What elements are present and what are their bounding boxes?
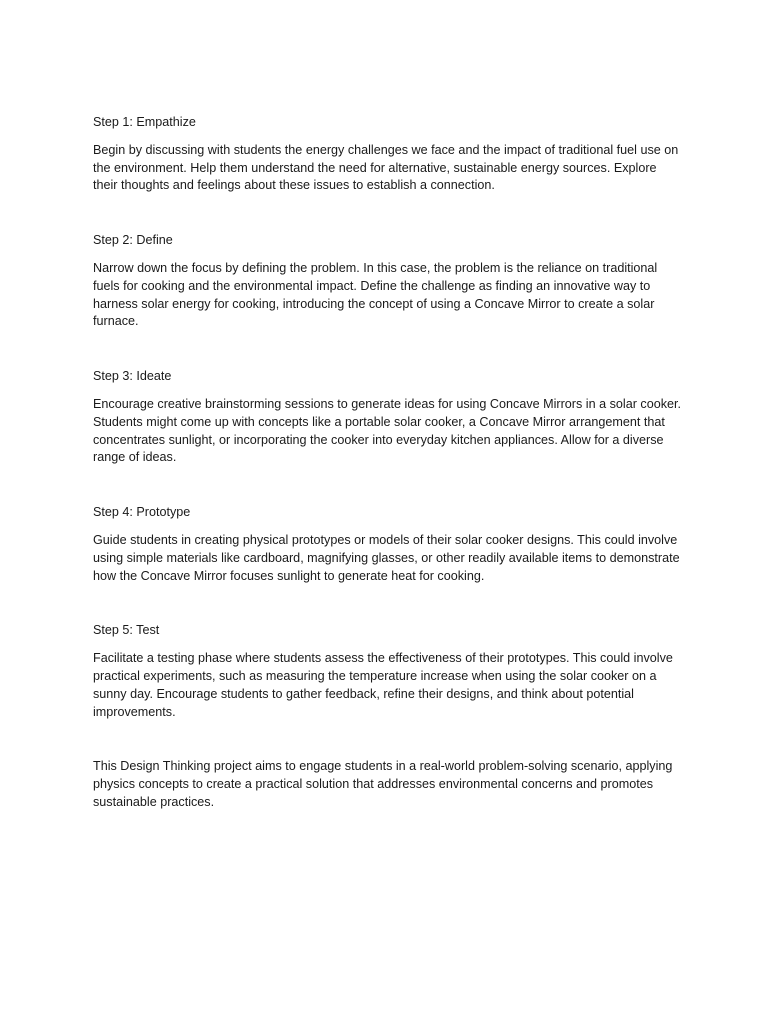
step-4-section [93,504,683,585]
step-2-heading: Step 2: Define [93,233,173,248]
step-1-body: Begin by discussing with students the energy challenges we face and the impact of traditional fuel use on the environment. Help them understand the need for alternative, sustainable energy sources. Explore their thoughts and feelings about these issues to establish a connection. [93,142,679,193]
step-1-section [93,114,683,195]
step-5-section [93,622,683,721]
document-page [93,114,683,812]
step-3-heading: Step 3: Ideate [93,369,172,384]
closing-paragraph: This Design Thinking project aims to engage students in a real-world problem-solving scenario, applying physics concepts to create a practical solution that addresses environmental concerns and promotes sustainable practices. [93,759,673,809]
step-3-body: Encourage creative brainstorming sessions to generate ideas for using Concave Mirrors in a solar cooker. Students might come up with concepts like a portable solar cooker, a Concave Mirror arrangement that concentrates sunlight, or incorporating the cooker into everyday kitchen appliances. Allow for a diverse range of ideas. [93,396,682,465]
step-4-body: Guide students in creating physical prototypes or models of their solar cooker designs. This could involve using simple materials like cardboard, magnifying glasses, or other readily available items to demonstrate how the Concave Mirror focuses sunlight to generate heat for cooking. [93,532,680,583]
step-2-section [93,232,683,331]
step-5-heading: Step 5: Test [93,623,160,638]
step-2-body: Narrow down the focus by defining the problem. In this case, the problem is the reliance on traditional fuels for cooking and the environmental impact. Define the challenge as finding an innovative way to harness solar energy for cooking, introducing the concept of using a Concave Mirror to create a solar furnace. [93,260,658,329]
step-1-heading: Step 1: Empathize [93,115,196,129]
step-5-body: Facilitate a testing phase where students assess the effectiveness of their prototypes. This could involve practical experiments, such as measuring the temperature increase when using the solar cooker on a sunny day. Encourage students to gather feedback, refine their designs, and think about potential improvements. [93,651,673,719]
step-3-section [93,368,683,467]
step-4-heading: Step 4: Prototype [93,505,191,520]
